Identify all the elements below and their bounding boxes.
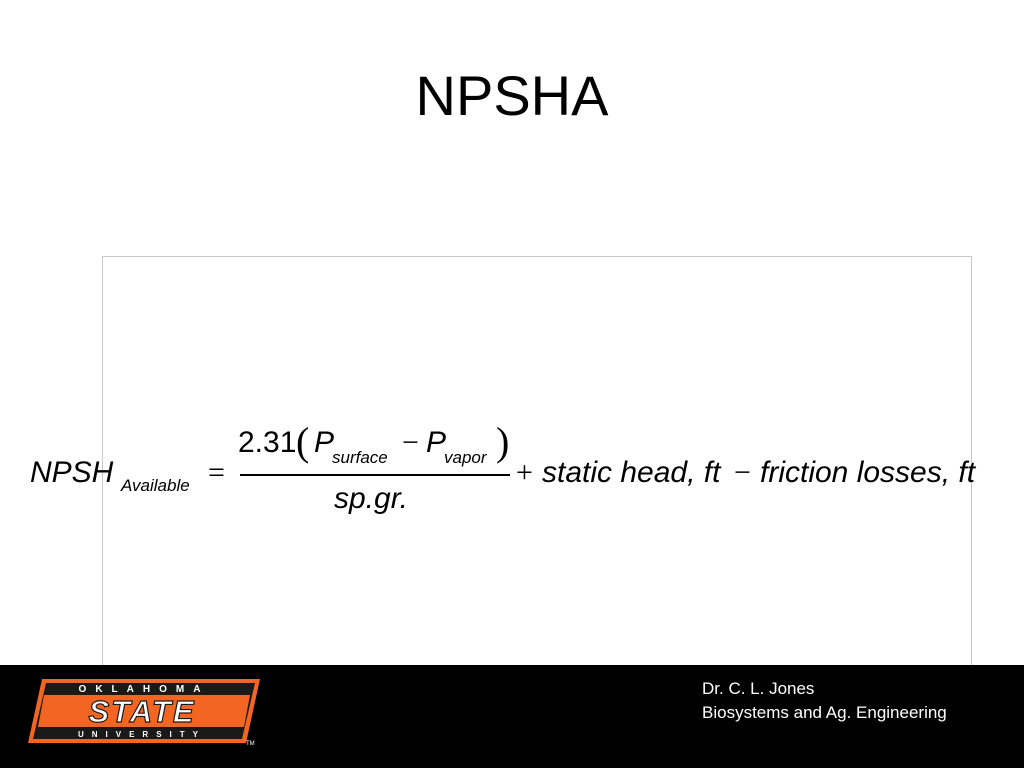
- footer-credits: [702, 677, 947, 725]
- eq-plus-sign: +: [516, 456, 533, 489]
- footer-author: Dr. C. L. Jones: [702, 679, 815, 698]
- footer-bar: [0, 665, 1024, 768]
- logo-bottom-text: UNIVERSITY: [77, 730, 207, 739]
- eq-minus-sign: −: [734, 456, 751, 489]
- eq-equals-sign: =: [208, 456, 225, 489]
- logo-top-text: OKLAHOMA: [78, 684, 210, 695]
- eq-p-surface-sub: surface: [332, 448, 388, 467]
- eq-lhs-main: NPSH: [30, 456, 114, 489]
- logo-main-text: STATE: [88, 694, 196, 729]
- eq-right-paren: ): [496, 419, 510, 464]
- eq-lhs-subscript: Available: [121, 476, 190, 495]
- eq-static-head-term: static head, ft: [542, 456, 721, 489]
- osu-logo: [24, 675, 264, 747]
- eq-minus-numerator: −: [402, 426, 419, 459]
- eq-p-vapor-sub: vapor: [444, 448, 487, 467]
- eq-coefficient: 2.31: [238, 426, 297, 459]
- footer-department: Biosystems and Ag. Engineering: [702, 703, 947, 722]
- logo-trademark: TM: [246, 741, 255, 747]
- eq-p-vapor: P: [426, 426, 447, 459]
- fraction-bar: [240, 474, 510, 476]
- slide-title: NPSHA: [415, 64, 609, 127]
- eq-left-paren: (: [296, 419, 310, 464]
- eq-denominator: sp.gr.: [334, 482, 408, 515]
- eq-friction-losses-term: friction losses, ft: [760, 456, 976, 489]
- npsha-equation: [28, 420, 1008, 520]
- eq-p-surface: P: [314, 426, 335, 459]
